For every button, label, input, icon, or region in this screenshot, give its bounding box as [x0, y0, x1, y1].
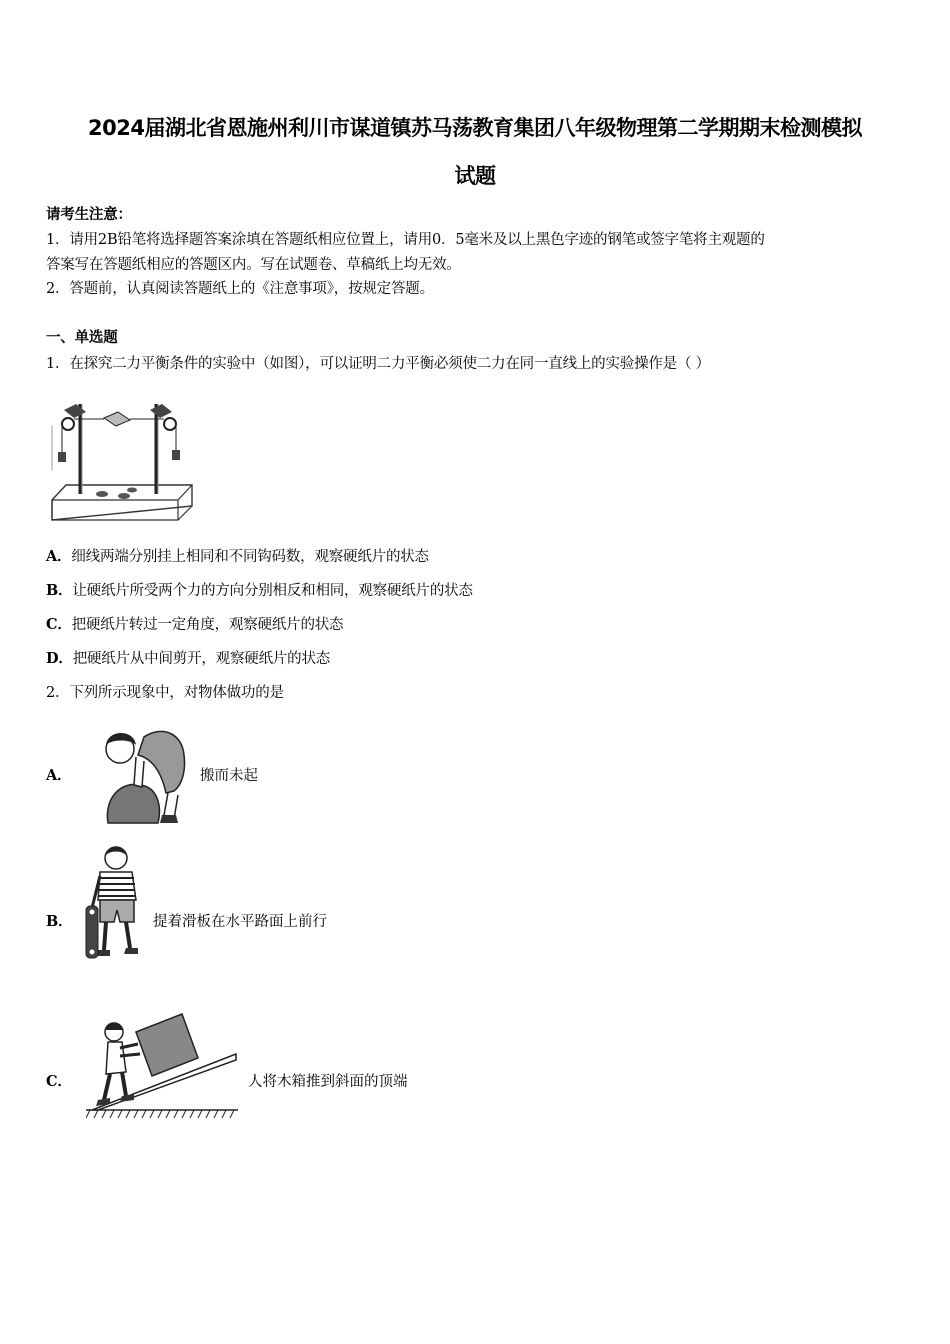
q2-option-a-caption: 搬而未起 [200, 768, 258, 784]
balance-apparatus-figure [46, 382, 196, 524]
page-title: 2024届湖北省恩施州利川市谋道镇苏马荡教育集团八年级物理第二学期期末检测模拟 [88, 116, 862, 140]
q1-option-c-text: 把硬纸片转过一定角度，观察硬纸片的状态 [71, 617, 344, 633]
q2-option-b-letter: B． [46, 913, 73, 930]
notice-heading: 请考生注意： [46, 206, 132, 223]
q1-option-d-letter: D． [46, 650, 73, 667]
q2-option-b-caption: 提着滑板在水平路面上前行 [153, 914, 327, 930]
q1-option-c-letter: C． [46, 616, 72, 633]
question-2-stem: 2．下列所示现象中，对物体做功的是 [46, 685, 284, 701]
q1-option-a [46, 545, 429, 566]
pushing-box-incline-figure [86, 1010, 238, 1125]
section-heading: 一、单选题 [46, 329, 118, 346]
question-1-stem: 1．在探究二力平衡条件的实验中（如图），可以证明二力平衡必须使二力在同一直线上的实验操作是（ ） [46, 356, 710, 372]
notice-item-2: 2．答题前，认真阅读答题纸上的《注意事项》，按规定答题。 [46, 281, 434, 297]
q1-option-c [46, 613, 343, 634]
carrying-skateboard-figure [84, 842, 154, 964]
q1-option-a-text: 细线两端分别挂上相同和不同钩码数，观察硬纸片的状态 [71, 549, 429, 565]
notice-item-1-continued: 答案写在答题纸相应的答题区内。写在试题卷、草稿纸上均无效。 [46, 257, 461, 273]
q2-option-a-letter: A． [46, 767, 72, 784]
q1-option-a-letter: A． [46, 548, 72, 565]
page-title-continued: 试题 [454, 164, 496, 188]
notice-item-1: 1．请用2B铅笔将选择题答案涂填在答题纸相应位置上，请用0．5毫米及以上黑色字迹的钢笔或签字笔将主观题的 [46, 232, 765, 248]
q2-option-c-caption: 人将木箱推到斜面的顶端 [248, 1074, 408, 1090]
q1-option-d [46, 647, 330, 668]
q1-option-b-text: 让硬纸片所受两个力的方向分别相反和相同，观察硬纸片的状态 [72, 583, 473, 599]
q2-option-c-letter: C． [46, 1073, 72, 1090]
q1-option-b [46, 579, 473, 600]
q1-option-b-letter: B． [46, 582, 73, 599]
q1-option-d-text: 把硬纸片从中间剪开，观察硬纸片的状态 [72, 651, 331, 667]
lifting-rock-figure [78, 715, 193, 825]
